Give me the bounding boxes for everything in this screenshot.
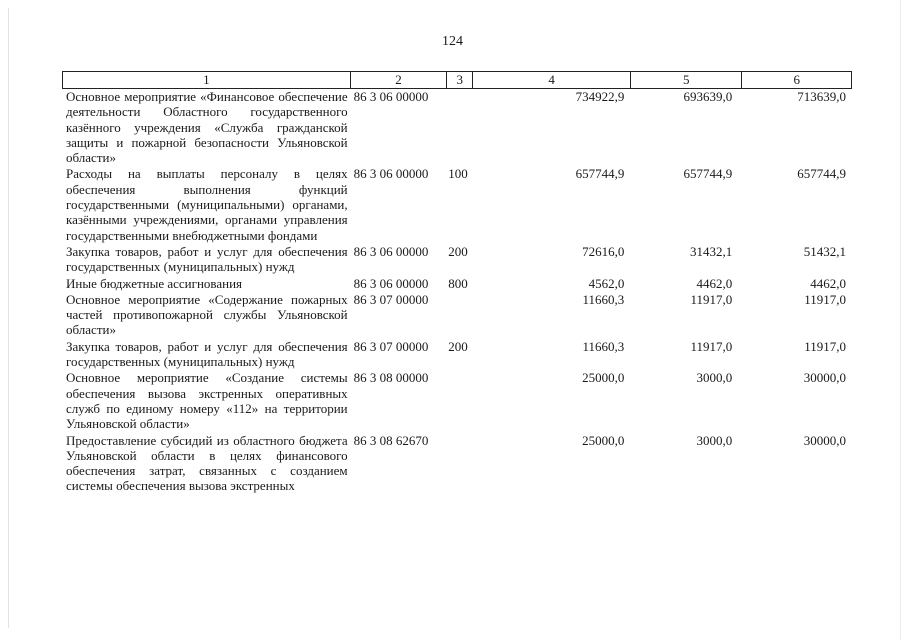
row-name: Иные бюджетные ассигнования: [66, 275, 243, 291]
row-name: Основное мероприятие «Содержание пожарных частей противопожарной службы Ульяновской области»: [66, 291, 348, 338]
row-type: 200: [448, 243, 468, 259]
header-col-5: 5: [631, 72, 742, 88]
row-value-4: 25000,0: [582, 370, 625, 386]
table-row: [62, 89, 852, 165]
row-code: 86 3 08 00000: [353, 370, 429, 386]
row-value-6: 11917,0: [804, 291, 846, 307]
row-value-6: 657744,9: [797, 166, 846, 182]
row-code: 86 3 07 00000: [353, 291, 429, 307]
row-type: 100: [448, 166, 468, 182]
row-value-4: 11660,3: [582, 338, 625, 354]
row-value-6: 30000,0: [803, 432, 846, 448]
row-value-4: 11660,3: [582, 291, 625, 307]
header-col-3: 3: [447, 72, 473, 88]
row-value-5: 11917,0: [690, 338, 733, 354]
row-code: 86 3 06 00000: [353, 243, 429, 259]
table-row: [62, 339, 852, 370]
scan-edge-right: [900, 0, 901, 640]
table-row: [62, 370, 852, 431]
row-type: [446, 370, 472, 431]
row-code: 86 3 06 00000: [353, 166, 429, 182]
table-row: [62, 433, 852, 494]
row-value-6: 30000,0: [803, 370, 846, 386]
budget-table: [62, 71, 852, 494]
table-row: [62, 276, 852, 291]
row-value-5: 3000,0: [696, 432, 733, 448]
row-type: 200: [448, 338, 468, 354]
row-type: [446, 433, 472, 494]
header-col-4: 4: [473, 72, 631, 88]
row-name: Закупка товаров, работ и услуг для обеспечения государственных (муниципальных) нужд: [66, 338, 348, 370]
row-type: 800: [448, 275, 468, 291]
table-row: [62, 244, 852, 275]
header-col-2: 2: [351, 72, 448, 88]
row-name: Расходы на выплаты персоналу в целях обеспечения выполнения функций государственными (муниципальными) органами, казёнными учреждениями, органами управления государственными внебюджетными фондами: [66, 166, 348, 243]
row-type: [446, 89, 472, 165]
row-value-5: 3000,0: [696, 370, 733, 386]
row-value-5: 4462,0: [696, 275, 733, 291]
row-code: 86 3 06 00000: [353, 275, 429, 291]
row-code: 86 3 08 62670: [353, 432, 429, 448]
row-value-4: 25000,0: [582, 432, 625, 448]
row-value-6: 51432,1: [803, 243, 846, 259]
row-value-4: 734922,9: [575, 89, 625, 104]
header-col-6: 6: [742, 72, 852, 88]
table-header: [62, 71, 852, 89]
row-code: 86 3 06 00000: [353, 89, 429, 104]
row-value-4: 4562,0: [588, 275, 625, 291]
scan-edge-left: [8, 8, 9, 628]
row-value-5: 657744,9: [683, 166, 733, 182]
page-number: 124: [442, 34, 463, 49]
header-col-1: 1: [63, 72, 351, 88]
row-type: [446, 292, 472, 338]
table-row: [62, 166, 852, 242]
row-value-5: 693639,0: [683, 89, 733, 104]
table-row: [62, 292, 852, 338]
row-value-4: 72616,0: [582, 243, 625, 259]
row-name: Закупка товаров, работ и услуг для обеспечения государственных (муниципальных) нужд: [66, 243, 348, 275]
row-name: Основное мероприятие «Финансовое обеспечение деятельности Областного государственного казённого учреждения «Служба гражданской защиты и пожарной безопасности Ульяновской области»: [66, 89, 348, 166]
row-value-6: 4462,0: [810, 275, 846, 291]
row-code: 86 3 07 00000: [353, 338, 429, 354]
row-value-6: 11917,0: [804, 338, 846, 354]
row-value-6: 713639,0: [797, 89, 846, 104]
row-value-4: 657744,9: [575, 166, 625, 182]
row-value-5: 11917,0: [690, 291, 733, 307]
row-name: Предоставление субсидий из областного бюджета Ульяновской области в целях финансового обеспечения затрат, связанных с созданием системы обеспечения вызова экстренных: [66, 432, 348, 494]
row-value-5: 31432,1: [689, 243, 733, 259]
row-name: Основное мероприятие «Создание системы обеспечения вызова экстренных оперативных служб по единому номеру «112» на территории Ульяновской области»: [66, 370, 348, 432]
